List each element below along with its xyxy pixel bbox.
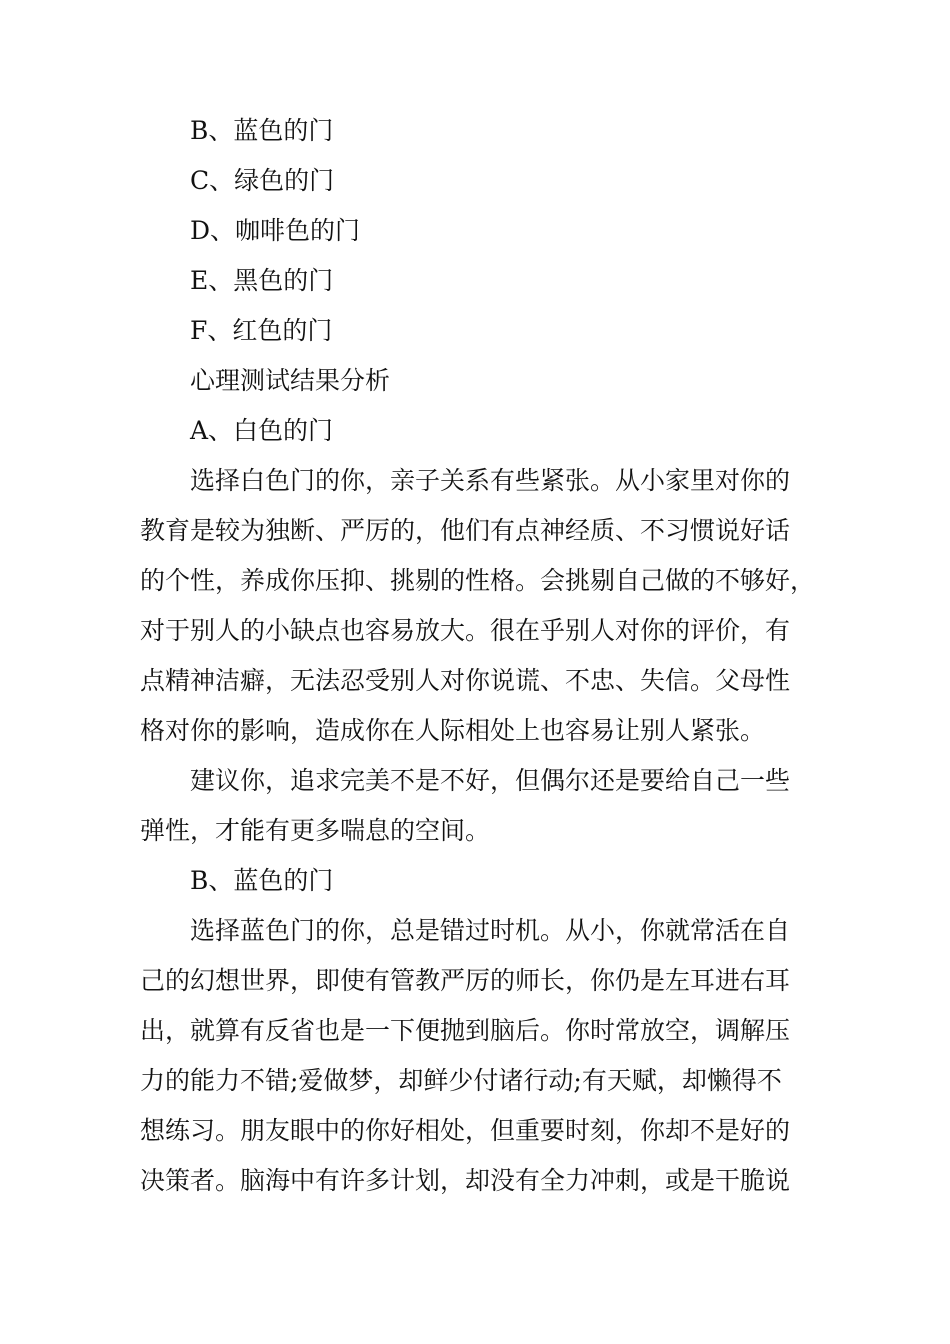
option-f: F、红色的门 [190,316,333,345]
section-title: 心理测试结果分析 [190,366,391,395]
result-a-p1-line-3: 的个性，养成你压抑、挑剔的性格。会挑剔自己做的不够好， [140,566,816,595]
result-a-p1-line-4: 对于别人的小缺点也容易放大。很在乎别人对你的评价，有 [140,616,791,645]
result-b-p1-line-4: 力的能力不错;爱做梦，却鲜少付诸行动;有天赋，却懒得不 [140,1066,782,1095]
option-d: D、咖啡色的门 [190,216,361,245]
result-b-p1-line-5: 想练习。朋友眼中的你好相处，但重要时刻，你却不是好的 [140,1116,791,1145]
result-b-p1-line-6: 决策者。脑海中有许多计划，却没有全力冲刺，或是干脆说 [140,1166,791,1195]
result-b-p1-line-3: 出，就算有反省也是一下便抛到脑后。你时常放空，调解压 [140,1016,791,1045]
result-a-p2-line-1: 建议你，追求完美不是不好，但偶尔还是要给自己一些 [190,766,791,795]
option-e: E、黑色的门 [190,266,334,295]
option-b: B、蓝色的门 [190,116,334,145]
result-a-p1-line-6: 格对你的影响，造成你在人际相处上也容易让别人紧张。 [140,716,766,745]
result-a-heading: A、白色的门 [190,416,334,445]
result-a-p1-line-2: 教育是较为独断、严厉的，他们有点神经质、不习惯说好话 [140,516,791,545]
result-b-heading: B、蓝色的门 [190,866,334,895]
option-c: C、绿色的门 [190,166,335,195]
result-b-p1-line-1: 选择蓝色门的你，总是错过时机。从小，你就常活在自 [190,916,791,945]
result-a-p2-line-2: 弹性，才能有更多喘息的空间。 [140,816,491,845]
result-a-p1-line-5: 点精神洁癖，无法忍受别人对你说谎、不忠、失信。父母性 [140,666,791,695]
result-b-p1-line-2: 己的幻想世界，即使有管教严厉的师长，你仍是左耳进右耳 [140,966,791,995]
result-a-p1-line-1: 选择白色门的你，亲子关系有些紧张。从小家里对你的 [190,466,791,495]
